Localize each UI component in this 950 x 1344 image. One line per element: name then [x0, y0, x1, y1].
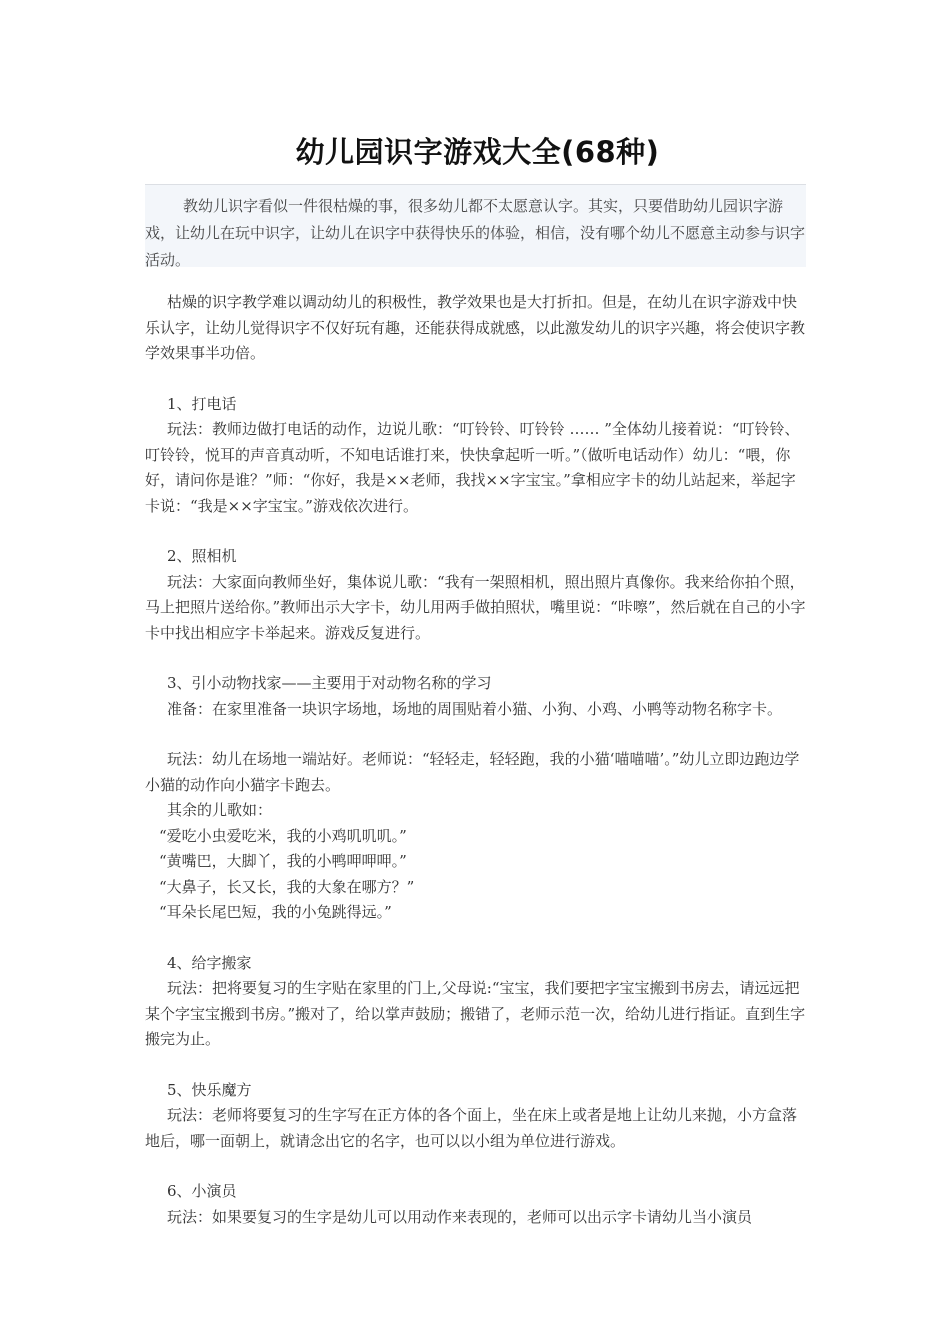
intro-box [145, 184, 806, 267]
game-6-heading: 6、小演员 [167, 1182, 237, 1200]
lead-paragraph: 枯燥的识字教学难以调动幼儿的积极性，教学效果也是大打折扣。但是，在幼儿在识字游戏中快乐认字，让幼儿觉得识字不仅好玩有趣，还能获得成就感，以此激发幼儿的识字兴趣，将会使识字教学效果事半功倍。 [145, 293, 806, 362]
game-5-heading: 5、快乐魔方 [167, 1080, 252, 1099]
game-4-heading: 4、给字搬家 [167, 953, 252, 972]
game-2-heading: 2、照相机 [167, 547, 237, 565]
game-6-play: 玩法：如果要复习的生字是幼儿可以用动作来表现的，老师可以出示字卡请幼儿当小演员 [167, 1207, 753, 1226]
game-3-play: 玩法：幼儿在场地一端站好。老师说：“轻轻走，轻轻跑，我的小猫‘喵喵喵’。”幼儿立即边跑边学小猫的动作向小猫字卡跑去。 [145, 750, 800, 794]
game-1-heading: 1、打电话 [167, 394, 237, 413]
article-body [145, 290, 810, 1230]
game-5-play: 玩法：老师将要复习的生字写在正方体的各个面上，坐在床上或者是地上让幼儿来抛，小方盒落地后，哪一面朝上，就请念出它的名字，也可以以小组为单位进行游戏。 [145, 1106, 798, 1150]
rhyme-line: “大鼻子，长又长，我的大象在哪方？” [159, 877, 415, 896]
game-1-play: 玩法：教师边做打电话的动作，边说儿歌：“叮铃铃、叮铃铃 …… ”全体幼儿接着说：“叮铃铃、叮铃铃，悦耳的声音真动听，不知电话谁打来，快快拿起听一听。”（做听电话动作）幼儿：“喂，你好，请问你是谁？”师：“你好，我是××老师，我找××字宝宝。”拿相应字卡的幼儿站起来，举起字卡说：“我是××字宝宝。”游戏依次进行。 [145, 420, 800, 515]
rhyme-line: “黄嘴巴，大脚丫，我的小鸭呷呷呷。” [159, 852, 407, 870]
rhyme-line: “爱吃小虫爱吃米，我的小鸡叽叽叽。” [159, 826, 407, 845]
game-2-play: 玩法：大家面向教师坐好，集体说儿歌：“我有一架照相机，照出照片真像你。我来给你拍个照，马上把照片送给你。”教师出示大字卡，幼儿用两手做拍照状，嘴里说：“咔嚓”，然后就在自己的小字卡中找出相应字卡举起来。游戏反复进行。 [145, 572, 806, 642]
rhyme-line: “耳朵长尾巴短，我的小兔跳得远。” [159, 903, 392, 921]
game-4-play: 玩法：把将要复习的生字贴在家里的门上,父母说:“宝宝，我们要把字宝宝搬到书房去，请远远把某个字宝宝搬到书房。”搬对了，给以掌声鼓励；搬错了，老师示范一次，给幼儿进行指证。直到生字搬完为止。 [145, 979, 806, 1048]
game-3-prep: 准备：在家里准备一块识字场地，场地的周围贴着小猫、小狗、小鸡、小鸭等动物名称字卡。 [167, 699, 783, 718]
page-title: 幼儿园识字游戏大全(68种) [295, 135, 660, 169]
game-3-heading: 3、引小动物找家——主要用于对动物名称的学习 [167, 674, 492, 692]
game-3-other: 其余的儿歌如： [167, 801, 273, 819]
intro-text: 教幼儿识字看似一件很枯燥的事，很多幼儿都不太愿意认字。其实，只要借助幼儿园识字游戏，让幼儿在玩中识字，让幼儿在识字中获得快乐的体验，相信，没有哪个幼儿不愿意主动参与识字活动。 [145, 197, 806, 269]
